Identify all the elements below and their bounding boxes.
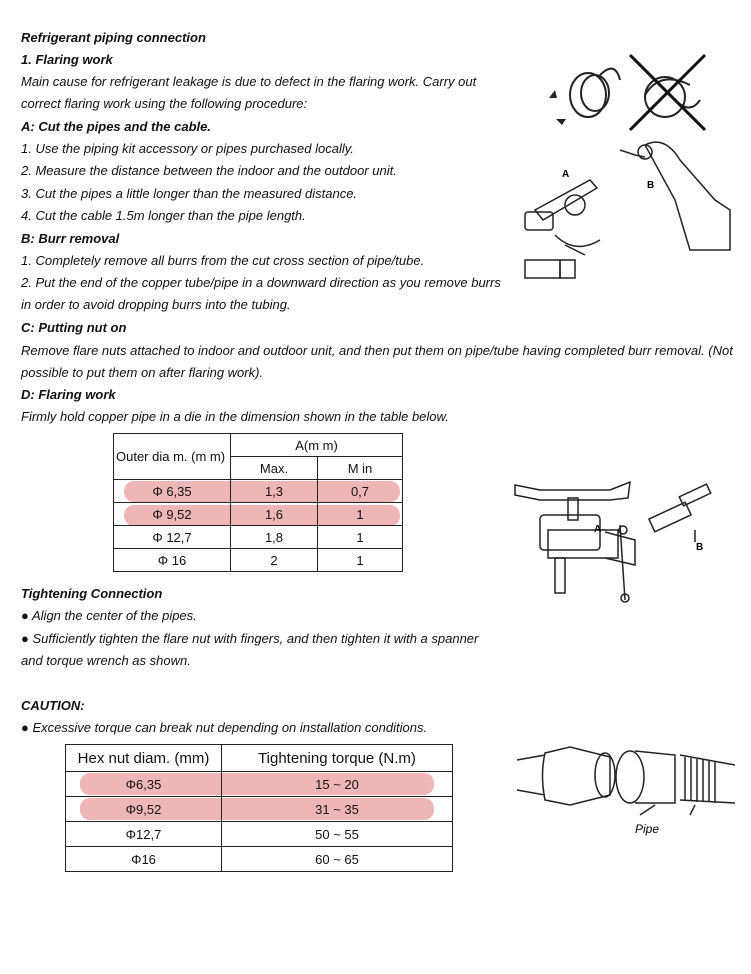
pipe-cutter-figure bbox=[515, 140, 745, 290]
table-cell: Φ 16 bbox=[114, 549, 231, 572]
table-cell: Φ 6,35 bbox=[114, 480, 231, 503]
bullet-glyph: ● bbox=[21, 608, 29, 623]
col-torque: Tightening torque (N.m) bbox=[222, 745, 453, 772]
intro-line-1: Main cause for refrigerant leakage is due to defect in the flaring work. Carry out bbox=[21, 74, 477, 89]
caution-heading: CAUTION: bbox=[21, 698, 85, 713]
table-cell: Φ 12,7 bbox=[114, 526, 231, 549]
page-title: Refrigerant piping connection bbox=[21, 30, 206, 45]
table-cell: 50 ~ 55 bbox=[222, 822, 453, 847]
pipe-coil-figure bbox=[540, 45, 715, 135]
table-cell: 1,6 bbox=[231, 503, 318, 526]
table-cell: 1,8 bbox=[231, 526, 318, 549]
heading-burr-removal: B: Burr removal bbox=[21, 231, 120, 246]
heading-cut-pipes: A: Cut the pipes and the cable. bbox=[21, 119, 211, 134]
table-cell: 15 ~ 20 bbox=[222, 772, 453, 797]
heading-flaring-work: D: Flaring work bbox=[21, 387, 116, 402]
bullet-glyph: ● bbox=[21, 631, 29, 646]
col-hex-diam: Hex nut diam. (mm) bbox=[66, 745, 222, 772]
table-cell: 0,7 bbox=[318, 480, 403, 503]
burr-step-1: 1. Completely remove all burrs from the cut cross section of pipe/tube. bbox=[21, 253, 425, 268]
torque-table bbox=[65, 744, 453, 872]
heading-tightening: Tightening Connection bbox=[21, 586, 163, 601]
table-cell: 1,3 bbox=[231, 480, 318, 503]
cut-step-3: 3. Cut the pipes a little longer than the measured distance. bbox=[21, 186, 358, 201]
intro-line-2: correct flaring work using the following procedure: bbox=[21, 96, 308, 111]
tightening-bullet-2-text: Sufficiently tighten the flare nut with fingers, and then tighten it with a spanner bbox=[32, 631, 479, 646]
section-flaring-work: 1. Flaring work bbox=[21, 52, 113, 67]
table-cell: Φ9,52 bbox=[66, 797, 222, 822]
cutter-label-a: A bbox=[562, 169, 570, 180]
nut-line-2: possible to put them on after flaring work). bbox=[21, 365, 264, 380]
cutter-label-b: B bbox=[647, 180, 655, 191]
flaring-line-1: Firmly hold copper pipe in a die in the dimension shown in the table below. bbox=[21, 409, 449, 424]
cut-step-1: 1. Use the piping kit accessory or pipes purchased locally. bbox=[21, 141, 354, 156]
flaring-tool-figure bbox=[510, 470, 735, 610]
heading-putting-nut: C: Putting nut on bbox=[21, 320, 127, 335]
burr-step-2a: 2. Put the end of the copper tube/pipe in a downward direction as you remove burrs bbox=[21, 275, 501, 290]
caution-bullet bbox=[21, 720, 427, 736]
table-cell: 31 ~ 35 bbox=[222, 797, 453, 822]
flaring-dimension-table bbox=[113, 433, 403, 572]
table-cell: Φ16 bbox=[66, 847, 222, 872]
col-outer-diam: Outer dia m. (m m) bbox=[114, 434, 231, 480]
table-cell: 2 bbox=[231, 549, 318, 572]
tightening-bullet-2 bbox=[21, 631, 478, 647]
tightening-bullet-1 bbox=[21, 608, 197, 624]
col-min: M in bbox=[318, 457, 403, 480]
pipe-label: Pipe bbox=[635, 822, 660, 836]
burr-step-2b: in order to avoid dropping burrs into the tubing. bbox=[21, 297, 291, 312]
table-cell: 1 bbox=[318, 549, 403, 572]
flaring-label-a: A bbox=[594, 524, 602, 535]
flaring-label-b: B bbox=[696, 542, 704, 553]
table-cell: Φ 9,52 bbox=[114, 503, 231, 526]
table-cell: Φ12,7 bbox=[66, 822, 222, 847]
caution-bullet-text: Excessive torque can break nut depending on installation conditions. bbox=[32, 720, 428, 735]
tightening-line-2b: and torque wrench as shown. bbox=[21, 653, 191, 668]
table-cell: 1 bbox=[318, 503, 403, 526]
table-cell: 60 ~ 65 bbox=[222, 847, 453, 872]
col-max: Max. bbox=[231, 457, 318, 480]
table-cell: Φ6,35 bbox=[66, 772, 222, 797]
cut-step-2: 2. Measure the distance between the indoor and the outdoor unit. bbox=[21, 163, 397, 178]
nut-line-1: Remove flare nuts attached to indoor and outdoor unit, and then put them on pipe/tube having completed burr removal. (Not bbox=[21, 343, 733, 358]
tightening-bullet-1-text: Align the center of the pipes. bbox=[32, 608, 197, 623]
bullet-glyph: ● bbox=[21, 720, 29, 735]
col-a-mm: A(m m) bbox=[231, 434, 403, 457]
table-cell: 1 bbox=[318, 526, 403, 549]
pipe-nut-figure bbox=[515, 735, 740, 840]
cut-step-4: 4. Cut the cable 1.5m longer than the pipe length. bbox=[21, 208, 306, 223]
